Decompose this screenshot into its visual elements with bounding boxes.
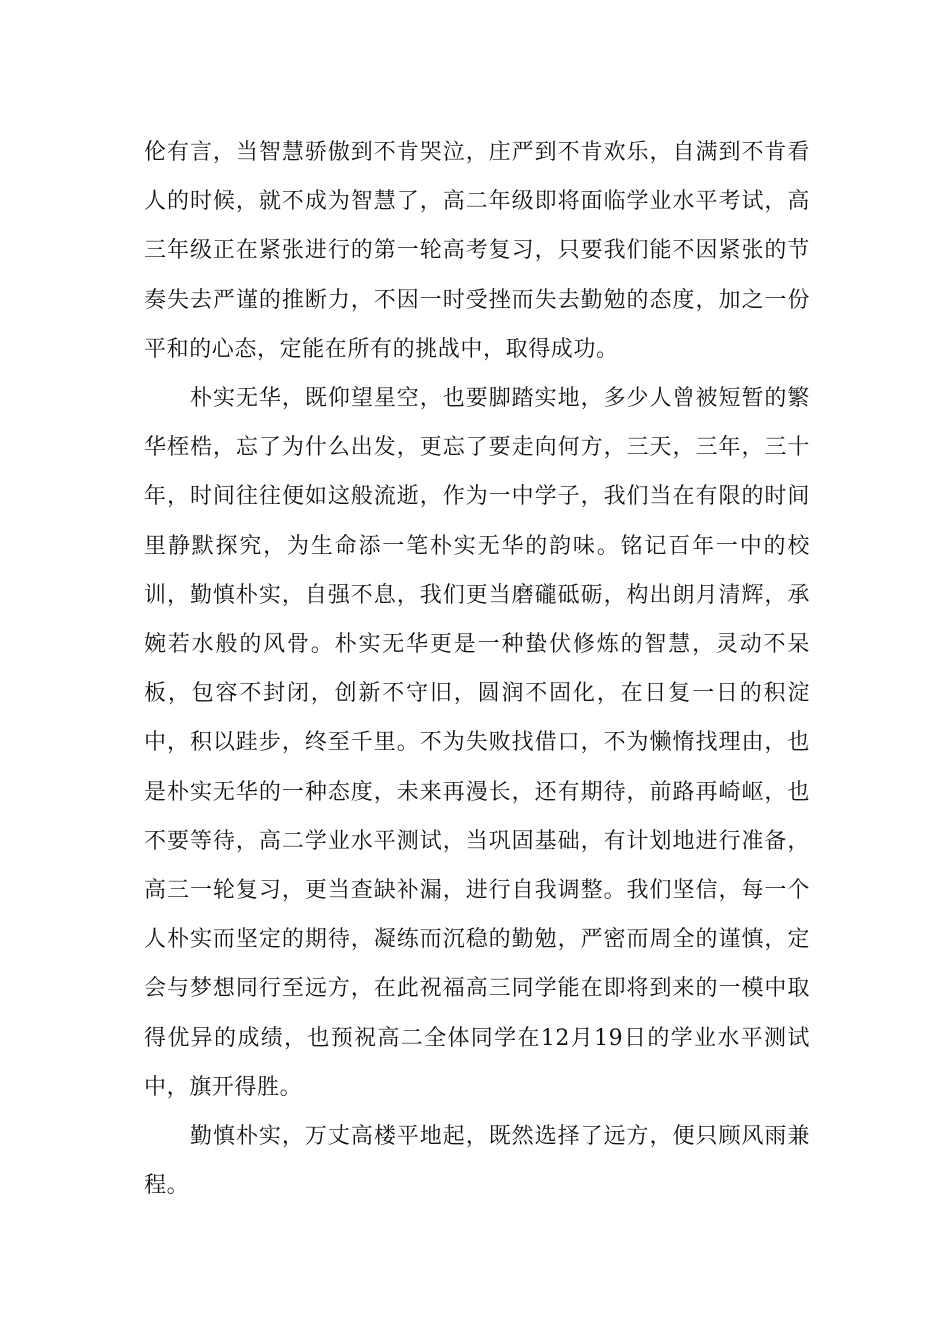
document-body [144,128,810,1210]
paragraph-simplicity: 朴实无华，既仰望星空，也要脚踏实地，多少人曾被短暂的繁华桎梏，忘了为什么出发，更忘了要走向何方，三天，三年，三十年，时间往往便如这般流逝，作为一中学子，我们当在有限的时间里静默探究，为生命添一笔朴实无华的韵味。铭记百年一中的校训，勤慎朴实，自强不息，我们更当磨礲砥砺，构出朗月清辉，承婉若水般的风骨。朴实无华更是一种蛰伏修炼的智慧，灵动不呆板，包容不封闭，创新不守旧，圆润不固化，在日复一日的积淀中，积以跬步，终至千里。不为失败找借口，不为懒惰找理由，也是朴实无华的一种态度，未来再漫长，还有期待，前路再崎岖，也不要等待，高二学业水平测试，当巩固基础，有计划地进行准备，高三一轮复习，更当查缺补漏，进行自我调整。我们坚信，每一个人朴实而坚定的期待，凝练而沉稳的勤勉，严密而周全的谨慎，定会与梦想同行至远方，在此祝福高三同学能在即将到来的一模中取得优异的成绩，也预祝高二全体同学在12月19日的学业水平测试中，旗开得胜。 [144,386,810,1100]
paragraph-closing: 勤慎朴实，万丈高楼平地起，既然选择了远方，便只顾风雨兼程。 [144,1124,810,1199]
paragraph-continuation: 伦有言，当智慧骄傲到不肯哭泣，庄严到不肯欢乐，自满到不肯看人的时候，就不成为智慧了，高二年级即将面临学业水平考试，高三年级正在紧张进行的第一轮高考复习，只要我们能不因紧张的节奏失去严谨的推断力，不因一时受挫而失去勤勉的态度，加之一份平和的心态，定能在所有的挑战中，取得成功。 [144,140,810,362]
